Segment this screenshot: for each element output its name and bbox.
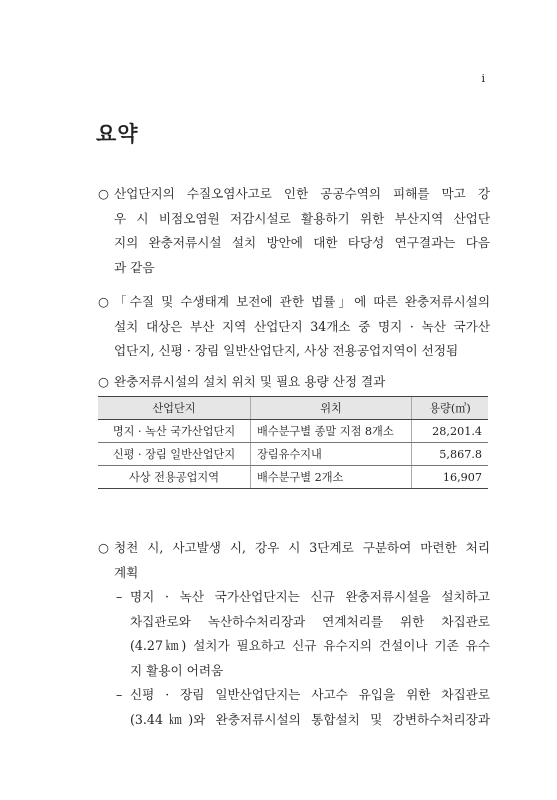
text-line: 업단지, 신평 · 장림 일반산업단지, 사상 전용공업지역이 선정됨 — [114, 343, 459, 358]
text-line: 명지 · 녹산 국가산업단지는 신규 완충저류시설을 설치하고 — [130, 589, 490, 604]
text-line: 설치 대상은 부산 지역 산업단지 34개소 중 명지 · 녹산 국가산 — [114, 318, 490, 334]
text-line: 과 같음 — [114, 259, 155, 275]
cell-complex: 신평 · 장림 일반산업단지 — [98, 443, 251, 466]
table-row — [98, 466, 488, 489]
cell-capacity: 28,201.4 — [412, 420, 489, 443]
table-row — [98, 443, 488, 466]
text-line: 지 활용이 어려움 — [130, 662, 224, 678]
text-line: 신평 · 장림 일반산업단지는 사고수 유입을 위한 차집관로 — [130, 687, 490, 702]
table-header-row — [98, 397, 488, 420]
summary-item-purpose — [98, 182, 490, 280]
page-number: i — [481, 72, 485, 85]
dash-marker: – — [116, 589, 123, 604]
table-row — [98, 420, 488, 443]
text-line: 산업단지의 수질오염사고로 인한 공공수역의 피해를 막고 강 — [114, 186, 490, 201]
header-location: 위치 — [251, 397, 412, 420]
text-line: 지의 완충저류시설 설치 방안에 대한 타당성 연구결과는 다음 — [114, 235, 490, 250]
header-capacity: 용량(㎥) — [412, 397, 489, 420]
cell-location: 장림유수지내 — [251, 443, 412, 466]
header-complex: 산업단지 — [98, 397, 251, 420]
text-line: 청천 시, 사고발생 시, 강우 시 3단계로 구분하여 마련한 처리 — [114, 540, 490, 555]
bullet-circle: ○ — [98, 186, 109, 201]
cell-capacity: 16,907 — [412, 466, 489, 489]
text-line: 「수질 및 수생태계 보전에 관한 법률」에 따른 완충저류시설의 — [114, 294, 490, 309]
section-heading: 요약 — [96, 122, 139, 146]
cell-location: 배수분구별 2개소 — [251, 466, 412, 489]
summary-item-capacity — [98, 370, 490, 395]
cell-location: 배수분구별 종말 지점 8개소 — [251, 420, 412, 443]
bullet-circle: ○ — [98, 374, 109, 389]
text-line: 차집관로와 녹산하수처리장과 연계처리를 위한 차집관로 — [130, 613, 490, 629]
bullet-circle: ○ — [98, 540, 109, 555]
text-line: (4.27㎞) 설치가 필요하고 신규 유수지의 건설이나 기존 유수 — [130, 638, 490, 653]
capacity-table — [98, 396, 488, 489]
dash-marker: – — [116, 687, 123, 702]
sub-item-sinpyeong — [116, 683, 490, 732]
text-line: 계획 — [114, 564, 139, 580]
text-line: 완충저류시설의 설치 위치 및 필요 용량 산정 결과 — [114, 374, 386, 389]
cell-complex: 사상 전용공업지역 — [98, 466, 251, 489]
summary-item-plan — [98, 536, 490, 585]
sub-item-myeongji — [116, 585, 490, 683]
text-line: 우 시 비점오염원 저감시설로 활용하기 위한 부산지역 산업단 — [114, 210, 490, 226]
bullet-circle: ○ — [98, 294, 109, 309]
summary-item-targets — [98, 290, 490, 364]
cell-complex: 명지 · 녹산 국가산업단지 — [98, 420, 251, 443]
cell-capacity: 5,867.8 — [412, 443, 489, 466]
text-line: (3.44㎞)와 완충저류시설의 통합설치 및 강변하수처리장과 — [130, 711, 490, 727]
